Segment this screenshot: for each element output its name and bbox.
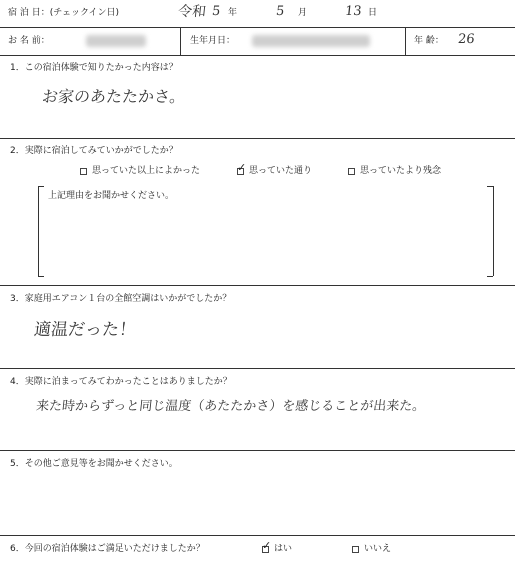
- bracket-right: [493, 186, 494, 276]
- q6-yes-label: はい: [274, 544, 293, 554]
- q1-question: 1．この宿泊体験で知りたかった内容は？: [10, 63, 178, 73]
- q2-option-2-label: 思っていた通り: [249, 166, 313, 176]
- bracket-corner: [487, 276, 493, 277]
- divider: [0, 285, 515, 286]
- q1-answer: お家のあたたかさ。: [41, 87, 187, 106]
- check-icon: ✓: [262, 539, 272, 552]
- bracket-corner: [38, 186, 44, 187]
- q6-question: 6．今回の宿泊体験はご満足いただけましたか？: [10, 544, 205, 554]
- month-value: 5: [275, 4, 286, 19]
- age-value: 26: [457, 32, 476, 47]
- q2-option-1-checkbox[interactable]: [80, 168, 87, 175]
- redacted-birthdate: [252, 35, 370, 47]
- era-value: 令和: [177, 4, 207, 20]
- q6-no-label: いいえ: [364, 544, 392, 554]
- check-icon: ✓: [237, 161, 247, 174]
- bracket-corner: [38, 276, 44, 277]
- day-unit: 日: [368, 8, 378, 18]
- age-label: 年 齢：: [414, 36, 444, 46]
- q3-answer: 適温だった！: [33, 320, 138, 340]
- year-value: 5: [211, 4, 222, 19]
- q4-question: 4．実際に泊まってみてわかったことはありましたか？: [10, 377, 232, 387]
- q5-question: 5．その他ご意見等をお聞かせください。: [10, 459, 178, 469]
- divider: [0, 368, 515, 369]
- bracket-left: [38, 186, 39, 276]
- divider: [0, 535, 515, 536]
- stay-date-label: 宿 泊 日：(チェックイン日): [8, 8, 120, 18]
- birth-label: 生年月日：: [190, 36, 236, 46]
- divider: [405, 27, 406, 55]
- q6-no-checkbox[interactable]: [352, 546, 359, 553]
- day-value: 13: [344, 4, 363, 19]
- redacted-name: [86, 35, 146, 47]
- divider: [0, 450, 515, 451]
- divider: [0, 55, 515, 56]
- divider: [0, 138, 515, 139]
- q2-option-3-checkbox[interactable]: [348, 168, 355, 175]
- q2-question: 2．実際に宿泊してみていかがでしたか？: [10, 146, 178, 156]
- q3-question: 3．家庭用エアコン１台の全館空調はいかがでしたか？: [10, 294, 232, 304]
- q2-option-3-label: 思っていたより残念: [360, 166, 442, 176]
- name-label: お 名 前：: [8, 36, 50, 46]
- year-unit: 年: [228, 8, 238, 18]
- q2-option-1-label: 思っていた以上によかった: [92, 166, 201, 176]
- month-unit: 月: [298, 8, 308, 18]
- bracket-corner: [487, 186, 493, 187]
- q2-reason-prompt: 上記理由をお聞かせください。: [48, 191, 175, 201]
- divider: [0, 27, 515, 28]
- divider: [180, 27, 181, 55]
- q4-answer: 来た時からずっと同じ温度（あたたかさ）を感じることが出来た。: [35, 399, 427, 414]
